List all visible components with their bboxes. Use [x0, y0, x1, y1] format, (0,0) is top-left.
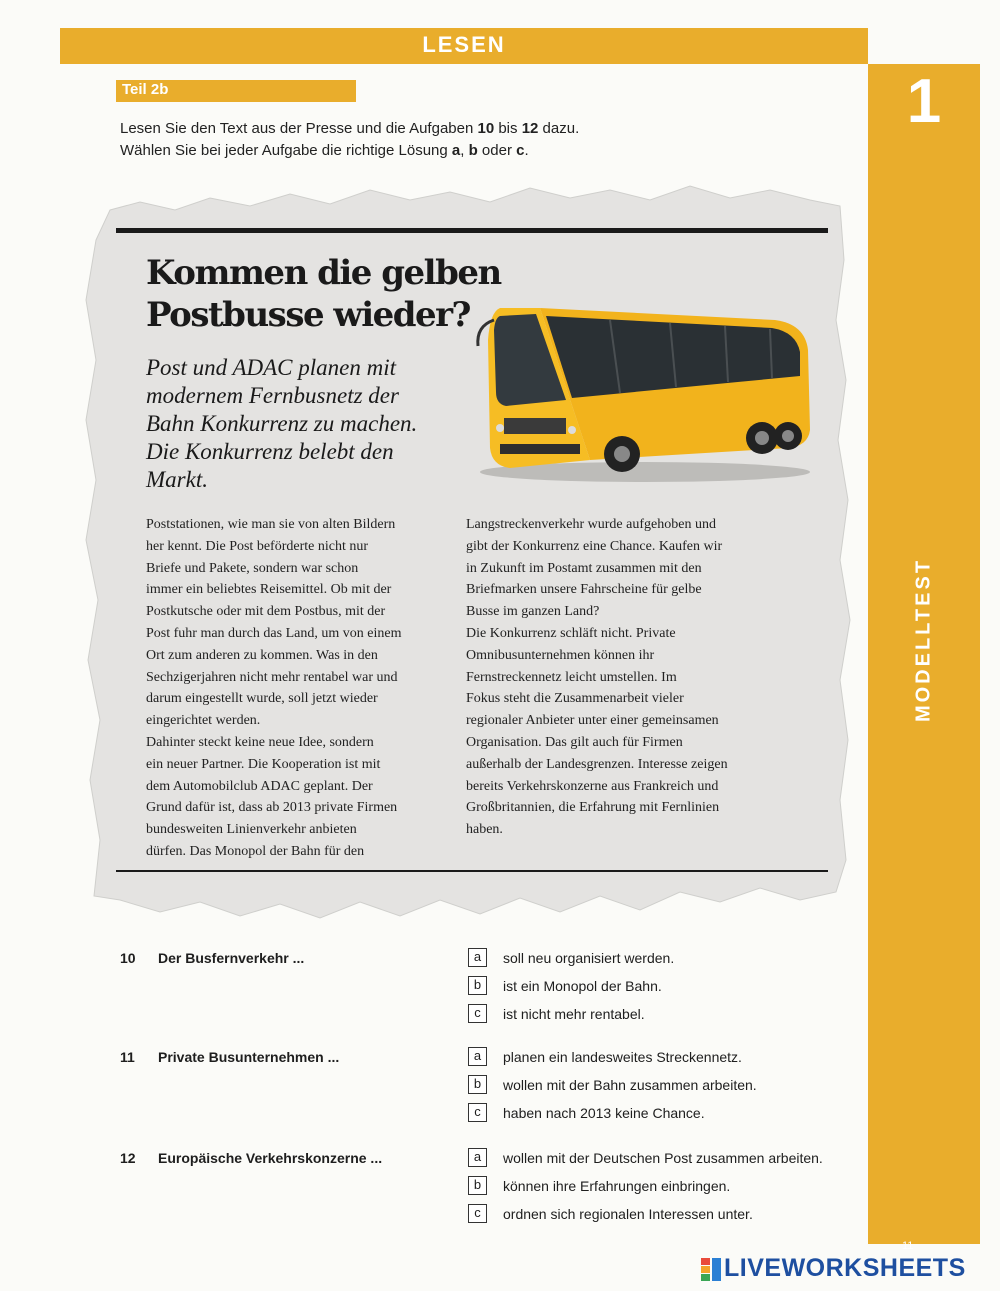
article-line: Fokus steht die Zusammenarbeit vieler	[466, 691, 684, 707]
answer-option: ordnen sich regionalen Interessen unter.	[503, 1206, 753, 1222]
article-line: ein neuer Partner. Die Kooperation ist mit	[146, 756, 381, 772]
article-line: Dahinter steckt keine neue Idee, sondern	[146, 734, 374, 750]
article-line: Fernstreckennetz leicht umstellen. Im	[466, 669, 677, 685]
instruction-bold: b	[468, 142, 478, 159]
article-line: dürfen. Das Monopol der Bahn für den	[146, 843, 365, 859]
article-line: Organisation. Das gilt auch für Firmen	[466, 734, 683, 750]
question-text: Der Busfernverkehr ...	[158, 950, 305, 966]
instruction-bold: 12	[521, 120, 539, 137]
answer-checkbox-12a[interactable]: a	[468, 1148, 487, 1167]
answer-checkbox-11c[interactable]: c	[468, 1103, 487, 1122]
article-title-line: Kommen die gelben	[146, 253, 501, 293]
subtitle-line: Bahn Konkurrenz zu machen.	[146, 411, 418, 436]
instruction-text: dazu.	[538, 120, 580, 137]
instruction-bold: a	[451, 142, 461, 159]
answer-checkbox-10a[interactable]: a	[468, 948, 487, 967]
article-line: bereits Verkehrskonzerne aus Frankreich und	[466, 778, 719, 794]
article-line: haben.	[466, 822, 503, 838]
answer-checkbox-12b[interactable]: b	[468, 1176, 487, 1195]
article-subtitle	[146, 354, 476, 494]
article-line: Postkutsche oder mit dem Postbus, mit der	[146, 604, 386, 620]
instruction-text: Lesen Sie den Text aus der Presse und die Aufgaben	[120, 120, 478, 137]
answer-option: ist nicht mehr rentabel.	[503, 1006, 645, 1022]
answer-option: haben nach 2013 keine Chance.	[503, 1105, 705, 1121]
answer-option: soll neu organisiert werden.	[503, 950, 675, 966]
article-title	[146, 252, 506, 336]
article-line: bundesweiten Linienverkehr anbieten	[146, 822, 357, 838]
question-text: Europäische Verkehrskonzerne ...	[158, 1150, 383, 1166]
subtitle-line: modernem Fernbusnetz der	[146, 383, 399, 408]
chapter-number: 1	[906, 67, 942, 136]
instruction-bold: 10	[477, 120, 495, 137]
answer-option: können ihre Erfahrungen einbringen.	[503, 1178, 731, 1194]
section-title: LESEN	[422, 32, 506, 57]
article-line: her kennt. Die Post beförderte nicht nur	[146, 538, 368, 554]
article-line: immer ein beliebtes Reisemittel. Ob mit der	[146, 582, 392, 598]
article-column-1	[146, 514, 401, 863]
article-line: regionaler Anbieter unter einer gemeinsamen	[466, 713, 719, 729]
bottom-rule	[116, 870, 828, 872]
article-line: eingerichtet werden.	[146, 713, 261, 729]
answer-option: wollen mit der Deutschen Post zusammen arbeiten.	[503, 1150, 823, 1166]
article-line: Omnibusunternehmen können ihr	[466, 647, 655, 663]
article-line: außerhalb der Landesgrenzen. Interesse zeigen	[466, 756, 728, 772]
article-line: Post fuhr man durch das Land, um von einem	[146, 625, 402, 641]
side-label-text: MODELLTEST	[912, 557, 935, 723]
answer-option: ist ein Monopol der Bahn.	[503, 978, 662, 994]
section-header-bar	[60, 28, 868, 64]
article-line: Grund dafür ist, dass ab 2013 private Firmen	[146, 800, 398, 816]
answer-checkbox-11b[interactable]: b	[468, 1075, 487, 1094]
article-line: Busse im ganzen Land?	[466, 604, 600, 620]
article-line: in Zukunft im Postamt zusammen mit den	[466, 560, 702, 576]
instruction-line-2	[120, 142, 529, 159]
subtitle-line: Die Konkurrenz belebt den	[146, 439, 394, 464]
instruction-text: Wählen Sie bei jeder Aufgabe die richtige Lösung	[120, 142, 452, 159]
question-number: 11	[120, 1049, 135, 1065]
answer-option: planen ein landesweites Streckennetz.	[503, 1049, 742, 1065]
article-line: gibt der Konkurrenz eine Chance. Kaufen wir	[466, 538, 723, 554]
answer-option: wollen mit der Bahn zusammen arbeiten.	[503, 1077, 757, 1093]
instruction-text: ,	[460, 142, 469, 159]
article-line: Langstreckenverkehr wurde aufgehoben und	[466, 517, 716, 532]
teil-label: Teil 2b	[122, 81, 169, 98]
instruction-line-1	[120, 120, 579, 137]
question-number: 12	[120, 1150, 136, 1166]
article-line: darum eingestellt wurde, soll jetzt wieder	[146, 691, 378, 707]
subtitle-line: Markt.	[146, 467, 208, 492]
article-line: Poststationen, wie man sie von alten Bildern	[146, 517, 396, 532]
article-column-2	[466, 514, 728, 841]
teil-label-bar	[116, 80, 356, 102]
question-text: Private Busunternehmen ...	[158, 1049, 340, 1065]
instruction-text: bis	[494, 120, 522, 137]
brand-name[interactable]: LIVEWORKSHEETS	[724, 1254, 966, 1282]
instruction-text: .	[524, 142, 529, 159]
page-number: 11	[902, 1240, 914, 1252]
top-rule	[116, 228, 828, 233]
answer-checkbox-12c[interactable]: c	[468, 1204, 487, 1223]
article-line: Großbritannien, die Erfahrung mit Fernlinien	[466, 800, 720, 816]
instruction-text: oder	[477, 142, 517, 159]
article-line: dem Automobilclub ADAC geplant. Der	[146, 778, 373, 794]
article-line: Sechzigerjahren nicht mehr rentabel war und	[146, 669, 398, 685]
yellow-bus-image	[470, 280, 815, 485]
article-line: Die Konkurrenz schläft nicht. Private	[466, 625, 676, 641]
side-label	[868, 540, 980, 740]
article-line: Ort zum anderen zu kommen. Was in den	[146, 647, 378, 663]
question-number: 10	[120, 950, 136, 966]
instruction-bold: c	[516, 142, 525, 159]
answer-checkbox-10c[interactable]: c	[468, 1004, 487, 1023]
article-line: Briefmarken unsere Fahrscheine für gelbe	[466, 582, 702, 598]
answer-checkbox-11a[interactable]: a	[468, 1047, 487, 1066]
answer-checkbox-10b[interactable]: b	[468, 976, 487, 995]
article-line: Briefe und Pakete, sondern war schon	[146, 560, 359, 576]
liveworksheets-logo-icon	[700, 1258, 722, 1282]
article-title-line: Postbusse wieder?	[146, 295, 470, 335]
subtitle-line: Post und ADAC planen mit	[146, 355, 397, 380]
